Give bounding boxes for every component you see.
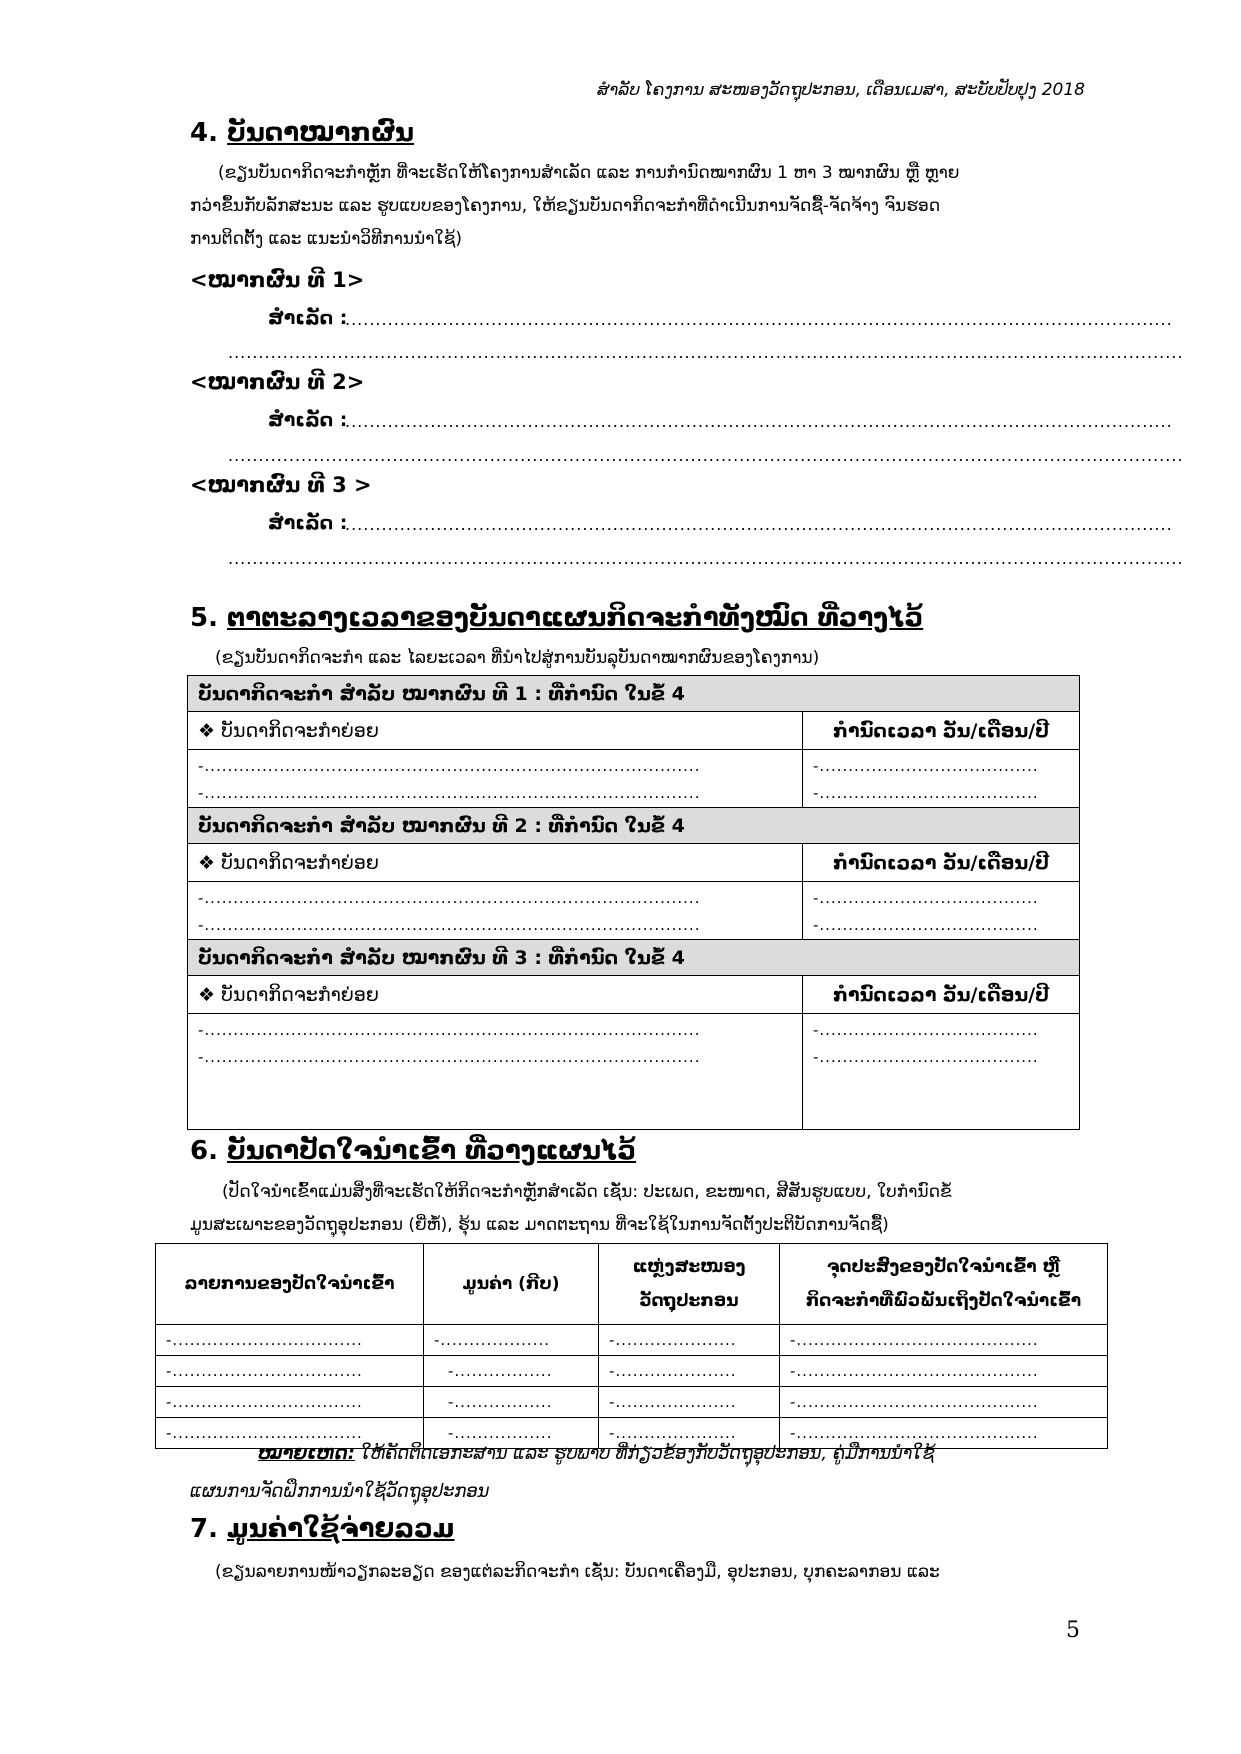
section-4-desc-line-3: ການຕິດຕັ້ງ ແລະ ແນະນຳວິທີການນຳໃຊ້) bbox=[190, 229, 462, 249]
outcome-1-fill-line-2: ............................................................................................................................................................. bbox=[228, 343, 1184, 362]
group-3-time-label: ກຳນົດເວລາ ວັນ/ເດືອນ/ປີ bbox=[803, 976, 1080, 1014]
group-3-entry-row bbox=[188, 1014, 1080, 1130]
group-2-subactivities-label: ❖ ບັນດາກິດຈະກຳຍ່ອຍ bbox=[188, 844, 803, 882]
col-input-items: ລາຍການຂອງປັດໃຈນຳເຂົ້າ bbox=[156, 1244, 424, 1325]
outcome-3-fill-line-2: ............................................................................................................................................................. bbox=[228, 549, 1184, 568]
group-3-subactivities-label: ❖ ບັນດາກິດຈະກຳຍ່ອຍ bbox=[188, 976, 803, 1014]
outcome-3-title: <ໝາກຜົນ ທີ 3 > bbox=[190, 473, 372, 497]
col-supply-source: ແຫຼ່ງສະໜອງ ວັດຖຸປະກອນ bbox=[599, 1244, 780, 1325]
section-7-title: ມູນຄ່າໃຊ້ຈ່າຍລວມ bbox=[227, 1514, 455, 1544]
group-1-subheader-row bbox=[188, 712, 1080, 750]
group-2-entry-row bbox=[188, 882, 1080, 940]
inputs-table bbox=[155, 1243, 1108, 1449]
input-value-cell: -................... bbox=[424, 1325, 599, 1356]
group-1-entry-row bbox=[188, 750, 1080, 808]
input-value-cell: -................. bbox=[424, 1387, 599, 1418]
input-item-cell: -................................. bbox=[156, 1418, 424, 1449]
section-7-desc: (ຂຽນລາຍການໜ້າວຽກລະອຽດ ຂອງແຕ່ລະກິດຈະກຳ ເຊັ່ນ: ບັນດາເຄື່ອງມື, ອຸປະກອນ, ບຸກຄະລາກອນ ແລະ bbox=[215, 1562, 940, 1582]
section-5-title: ຕາຕະລາງເວລາຂອງບັນດາແຜນກິດຈະກຳທັງໝົດ ທີ່ວາງໄວ້ bbox=[227, 603, 924, 633]
section-5-desc: (ຂຽນບັນດາກິດຈະກຳ ແລະ ໄລຍະເວລາ ທີ່ນຳໄປສູ່ການບັນລຸບັນດາໝາກຜົນຂອງໂຄງການ) bbox=[215, 648, 820, 668]
input-source-cell: -..................... bbox=[599, 1387, 780, 1418]
section-6-desc-line-2: ມູນສະເພາະຂອງວັດຖຸອຸປະກອນ (ຍີ່ຫໍ້), ຮຸ້ນ ແລະ ມາດຕະຖານ ທີ່ຈະໃຊ້ໃນການຈັດຕັ້ງປະຕິບັດການຈັດຊື້) bbox=[190, 1215, 889, 1235]
group-3-subheader-row bbox=[188, 976, 1080, 1014]
group-3-header-row bbox=[188, 940, 1080, 976]
section-6-desc-line-1: (ປັດໃຈນຳເຂົ້າແມ່ນສິ່ງທີ່ຈະເຮັດໃຫ້ກິດຈະກຳຫຼັກສຳເລັດ ເຊັ່ນ: ປະເພດ, ຂະໜາດ, ສີສັນຮູບແບບ, ໃບກຳນົດຂໍ້ bbox=[222, 1182, 952, 1202]
page-number: 5 bbox=[1066, 1618, 1080, 1643]
group-3-activity-entries: -...................................................................................... -...................................................................................... bbox=[188, 1014, 803, 1130]
note-line-2: ແຜນການຈັດຝຶກການນຳໃຊ້ວັດຖຸອຸປະກອນ bbox=[190, 1481, 490, 1502]
group-1-subactivities-label: ❖ ບັນດາກິດຈະກຳຍ່ອຍ bbox=[188, 712, 803, 750]
group-2-header: ບັນດາກິດຈະກຳ ສຳລັບ ໝາກຜົນ ທີ 2 : ທີ່ກຳນົດ ໃນຂໍ້ 4 bbox=[188, 808, 1080, 844]
section-6-title: ບັນດາປັດໃຈນຳເຂົ້າ ທີ່ວາງແຜນໄວ້ bbox=[227, 1136, 636, 1166]
input-purpose-cell: -.......................................... bbox=[780, 1387, 1108, 1418]
input-purpose-cell: -.......................................... bbox=[780, 1325, 1108, 1356]
outcome-2-label: ສຳເລັດ : bbox=[268, 409, 348, 431]
input-item-cell: -................................. bbox=[156, 1356, 424, 1387]
input-item-cell: -................................. bbox=[156, 1387, 424, 1418]
group-2-header-row bbox=[188, 808, 1080, 844]
section-4-desc-line-1: (ຂຽນບັນດາກິດຈະກຳຫຼັກ ທີ່ຈະເຮັດໃຫ້ໂຄງການສຳເລັດ ແລະ ການກຳນົດໝາກຜົນ 1 ຫາ 3 ໝາກຜົນ ຫຼື ຫຼາຍ bbox=[218, 163, 960, 183]
input-purpose-cell: -.......................................... bbox=[780, 1356, 1108, 1387]
section-4-number: 4. bbox=[190, 118, 218, 148]
section-4-title: ບັນດາໝາກຜົນ bbox=[227, 118, 414, 148]
group-1-time-entries: -...................................... -...................................... bbox=[803, 750, 1080, 808]
input-source-cell: -..................... bbox=[599, 1356, 780, 1387]
section-6-number: 6. bbox=[190, 1136, 218, 1166]
group-2-time-label: ກຳນົດເວລາ ວັນ/ເດືອນ/ປີ bbox=[803, 844, 1080, 882]
input-source-cell: -..................... bbox=[599, 1418, 780, 1449]
group-1-time-label: ກຳນົດເວລາ ວັນ/ເດືອນ/ປີ bbox=[803, 712, 1080, 750]
group-2-time-entries: -...................................... -...................................... bbox=[803, 882, 1080, 940]
group-3-time-entries: -...................................... -...................................... bbox=[803, 1014, 1080, 1130]
col-purpose: ຈຸດປະສົງຂອງປັດໃຈນຳເຂົ້າ ຫຼື ກິດຈະກຳທີ່ພົວພັນເຖິງປັດໃຈນຳເຂົ້າ bbox=[780, 1244, 1108, 1325]
section-5-number: 5. bbox=[190, 603, 218, 633]
outcome-1-fill-line: ........................................................................................................................................ bbox=[345, 310, 1173, 329]
group-1-activity-entries: -...................................................................................... -...................................................................................... bbox=[188, 750, 803, 808]
outcome-1-label: ສຳເລັດ : bbox=[268, 307, 348, 329]
table-row bbox=[156, 1387, 1108, 1418]
inputs-table-header-row bbox=[156, 1244, 1108, 1325]
note-text: ໃຫ້ຄັດຕິດເອກະສານ ແລະ ຮູບພາບ ທີ່ກ່ຽວຂ້ອງກັບວັດຖຸອຸປະກອນ, ຄູ່ມືການນຳໃຊ້ bbox=[354, 1443, 935, 1464]
activities-schedule-table bbox=[187, 675, 1080, 1130]
section-7-number: 7. bbox=[190, 1514, 218, 1544]
section-5-heading bbox=[190, 603, 923, 633]
input-value-cell: -................. bbox=[424, 1418, 599, 1449]
section-6-heading bbox=[190, 1136, 636, 1166]
col-value-kip: ມູນຄ່າ (ກີບ) bbox=[424, 1244, 599, 1325]
note-label: ໝາຍເຫດ: bbox=[258, 1443, 355, 1464]
section-7-heading bbox=[190, 1514, 455, 1544]
input-item-cell: -................................. bbox=[156, 1325, 424, 1356]
section-4-desc-line-2: ກວ່າຂຶ້ນກັບລັກສະນະ ແລະ ຮູບແບບຂອງໂຄງການ, ໃຫ້ຂຽນບັນດາກິດຈະກຳທີ່ດຳເນີນການຈັດຊື້-ຈັດຈ້າງ ຈົນຮອດ bbox=[190, 196, 941, 216]
outcome-2-fill-line-2: ............................................................................................................................................................. bbox=[228, 446, 1184, 465]
outcome-3-label: ສຳເລັດ : bbox=[268, 512, 348, 534]
table-row bbox=[156, 1325, 1108, 1356]
input-source-cell: -..................... bbox=[599, 1325, 780, 1356]
input-purpose-cell: -.......................................... bbox=[780, 1418, 1108, 1449]
group-2-subheader-row bbox=[188, 844, 1080, 882]
page-header: ສຳລັບ ໂຄງການ ສະໜອງວັດຖຸປະກອນ, ເດືອນເມສາ, ສະບັບປັບປຸງ 2018 bbox=[597, 80, 1085, 100]
outcome-2-title: <ໝາກຜົນ ທີ 2> bbox=[190, 370, 365, 394]
note-line-1 bbox=[258, 1434, 1088, 1473]
group-1-header: ບັນດາກິດຈະກຳ ສຳລັບ ໝາກຜົນ ທີ 1 : ທີ່ກຳນົດ ໃນຂໍ້ 4 bbox=[188, 676, 1080, 712]
group-1-header-row bbox=[188, 676, 1080, 712]
outcome-2-fill-line: ........................................................................................................................................ bbox=[345, 412, 1173, 431]
table-row bbox=[156, 1356, 1108, 1387]
section-4-heading bbox=[190, 118, 414, 148]
input-value-cell: -................. bbox=[424, 1356, 599, 1387]
group-3-header: ບັນດາກິດຈະກຳ ສຳລັບ ໝາກຜົນ ທີ 3 : ທີ່ກຳນົດ ໃນຂໍ້ 4 bbox=[188, 940, 1080, 976]
outcome-3-fill-line: ........................................................................................................................................ bbox=[345, 515, 1173, 534]
group-2-activity-entries: -...................................................................................... -...................................................................................... bbox=[188, 882, 803, 940]
outcome-1-title: <ໝາກຜົນ ທີ 1> bbox=[190, 268, 365, 292]
